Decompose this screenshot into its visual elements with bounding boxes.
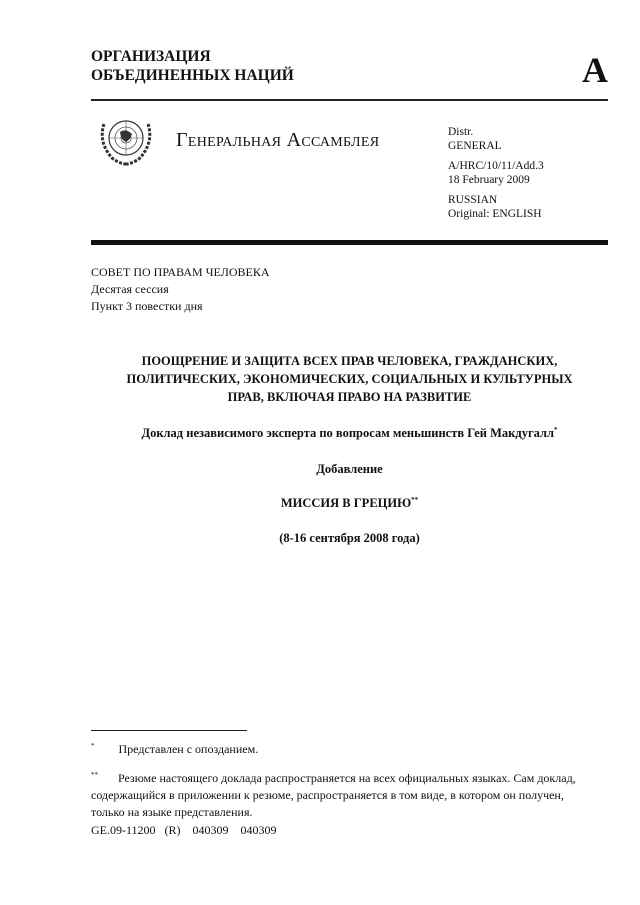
- mission-dates: (8-16 сентября 2008 года): [279, 531, 420, 545]
- footnote-text: Резюме настоящего доклада распространяется на всех официальных языках. Сам доклад, содержащийся в приложении к резюме, распространяется в том виде, в котором он получен, только на языке представления.: [91, 771, 576, 819]
- divider: [91, 99, 608, 101]
- document-symbol: A/HRC/10/11/Add.3: [448, 160, 544, 172]
- agenda-item: Пункт 3 повестки дня: [91, 299, 203, 313]
- organization-name: [91, 47, 294, 85]
- un-emblem-icon: [96, 112, 156, 168]
- footnote-divider: [91, 730, 247, 731]
- document-metadata: [448, 126, 544, 228]
- distr-label: Distr.: [448, 126, 474, 138]
- footnote-ref[interactable]: **: [411, 496, 419, 504]
- document-title: [91, 352, 608, 406]
- org-line-1: ОРГАНИЗАЦИЯ: [91, 48, 211, 65]
- report-text: Доклад независимого эксперта по вопросам меньшинств Гей Макдугалл: [141, 426, 555, 441]
- body-name: Генеральная Ассамблея: [176, 129, 380, 151]
- distribution: GENERAL: [448, 139, 502, 152]
- language: RUSSIAN: [448, 194, 498, 206]
- title-line: ПООЩРЕНИЕ И ЗАЩИТА ВСЕХ ПРАВ ЧЕЛОВЕКА, ГРАЖДАНСКИХ,: [141, 354, 558, 368]
- council-block: [91, 264, 270, 315]
- title-line: ПОЛИТИЧЕСКИХ, ЭКОНОМИЧЕСКИХ, СОЦИАЛЬНЫХ И КУЛЬТУРНЫХ: [126, 372, 573, 386]
- footnote-mark: *: [91, 742, 95, 750]
- mission-heading: [91, 496, 608, 511]
- footnote: [91, 767, 586, 821]
- council-name: СОВЕТ ПО ПРАВАМ ЧЕЛОВЕКА: [91, 265, 270, 279]
- mission-text: МИССИЯ В ГРЕЦИЮ: [280, 496, 412, 511]
- footnote-text: Представлен с опозданием.: [118, 742, 259, 756]
- footnote-ref[interactable]: *: [554, 426, 558, 434]
- session: Десятая сессия: [91, 282, 169, 296]
- job-number: GE.09-11200 (R) 040309 040309: [91, 823, 277, 837]
- document-date: 18 February 2009: [448, 173, 530, 186]
- addendum-label: Добавление: [316, 462, 383, 476]
- footnote: [91, 738, 586, 758]
- footnote-mark: **: [91, 771, 98, 779]
- original-language: Original: ENGLISH: [448, 207, 542, 220]
- title-line: ПРАВ, ВКЛЮЧАЯ ПРАВО НА РАЗВИТИЕ: [227, 390, 472, 404]
- thick-divider: [91, 240, 608, 245]
- document-symbol-letter: A: [582, 50, 608, 90]
- report-subtitle: [91, 426, 608, 441]
- org-line-2: ОБЪЕДИНЕННЫХ НАЦИЙ: [91, 67, 294, 84]
